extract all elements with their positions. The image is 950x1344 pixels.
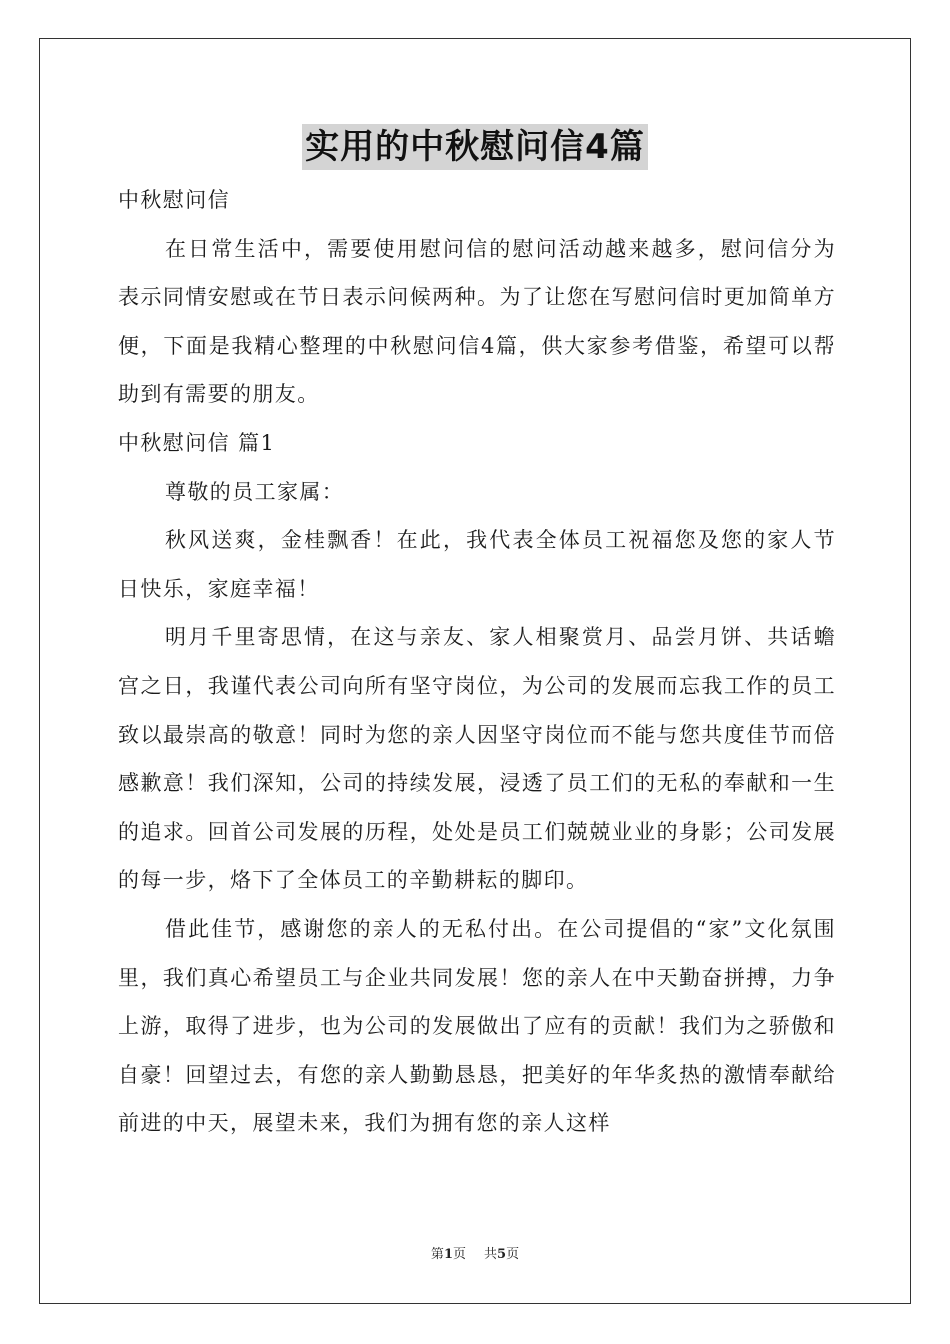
page-number-prefix: 第 [430, 1247, 444, 1262]
page-total-suffix: 页 [506, 1247, 520, 1262]
document-body [118, 176, 836, 1148]
paragraph: 在日常生活中，需要使用慰问信的慰问活动越来越多，慰问信分为表示同情安慰或在节日表示问候两种。为了让您在写慰问信时更加简单方便，下面是我精心整理的中秋慰问信4篇，供大家参考借鉴，希望可以帮助到有需要的朋友。 [118, 236, 836, 407]
page-number-current: 1 [443, 1247, 453, 1262]
page-total-prefix: 共 [484, 1247, 498, 1262]
page-total-count: 5 [497, 1247, 507, 1262]
paragraph: 借此佳节，感谢您的亲人的无私付出。在公司提倡的“家”文化氛围里，我们真心希望员工与企业共同发展！您的亲人在中天勤奋拼搏，力争上游，取得了进步，也为公司的发展做出了应有的贡献！我们为之骄傲和自豪！回望过去，有您的亲人勤勤恳恳，把美好的年华炙热的激情奉献给前进的中天，展望未来，我们为拥有您的亲人这样 [118, 916, 836, 1136]
title-container [0, 124, 950, 170]
page-number-suffix: 页 [452, 1247, 466, 1262]
paragraph: 中秋慰问信 [118, 188, 230, 212]
document-title: 实用的中秋慰问信4篇 [302, 124, 648, 170]
page-footer [0, 1246, 950, 1264]
paragraph: 秋风送爽，金桂飘香！在此，我代表全体员工祝福您及您的家人节日快乐，家庭幸福！ [118, 528, 836, 601]
section-heading: 中秋慰问信 篇1 [118, 430, 276, 455]
salutation: 尊敬的员工家属： [165, 479, 345, 504]
paragraph: 明月千里寄思情，在这与亲友、家人相聚赏月、品尝月饼、共话蟾宫之日，我谨代表公司向所有坚守岗位，为公司的发展而忘我工作的员工致以最崇高的敬意！同时为您的亲人因坚守岗位而不能与您共度佳节而倍感歉意！我们深知，公司的持续发展，浸透了员工们的无私的奉献和一生的追求。回首公司发展的历程，处处是员工们兢兢业业的身影；公司发展的每一步，烙下了全体员工的辛勤耕耘的脚印。 [118, 625, 836, 893]
